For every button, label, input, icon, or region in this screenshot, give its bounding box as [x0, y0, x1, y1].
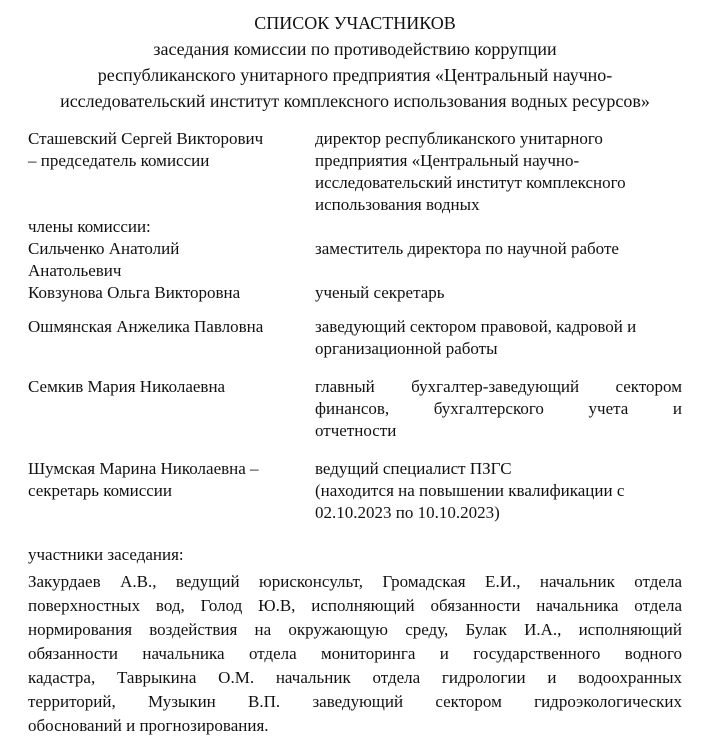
member-name: Ошмянская Анжелика Павловна: [28, 317, 264, 336]
member-name: Ковзунова Ольга Викторовна: [28, 283, 241, 302]
member-role: главный бухгалтер-заведующий сектором финансов, бухгалтерского учета и отчетности: [315, 377, 682, 440]
document-title: СПИСОК УЧАСТНИКОВ заседания комиссии по противодействию коррупции республиканского унитарного предприятия «Центральный научно- исследовательский институт комплексного использования водных ресурсов»: [60, 13, 650, 111]
participants-heading: участники заседания:: [28, 545, 184, 564]
member-role: заместитель директора по научной работе: [315, 239, 619, 258]
member-row: [28, 376, 682, 442]
member-row: [28, 316, 682, 360]
member-name: Семкив Мария Николаевна: [28, 377, 226, 396]
members-heading: члены комиссии:: [28, 217, 151, 236]
member-row: [28, 282, 682, 304]
member-role: ученый секретарь: [315, 283, 445, 302]
chairman-role: директор республиканского унитарного предприятия «Центральный научно- исследовательский институт комплексного использования водных: [315, 129, 626, 214]
member-row: [28, 238, 682, 282]
participants-paragraph: Закурдаев А.В., ведущий юрисконсульт, Громадская Е.И., начальник отдела поверхностных вод, Голод Ю.В, исполняющий обязанности начальника отдела нормирования воздействия на окружающую среду, Булак И.А., исполняющий обязанности начальника отдела мониторинга и государственного водного кадастра, Таврыкина О.М. начальник отдела гидрологии и водоохранных территорий, Музыкин В.П. заведующий сектором гидроэкологических обоснований и прогнозирования.: [28, 572, 682, 735]
chairman-row: [28, 128, 682, 216]
member-role: заведующий сектором правовой, кадровой и организационной работы: [315, 317, 637, 358]
member-name: Шумская Марина Николаевна – секретарь комиссии: [28, 459, 259, 500]
member-name: Сильченко Анатолий Анатольевич: [28, 239, 180, 280]
member-row: [28, 458, 682, 524]
member-role: ведущий специалист ПЗГС (находится на повышении квалификации с 02.10.2023 по 10.10.2023): [315, 459, 625, 522]
chairman-name: Сташевский Сергей Викторович – председатель комиссии: [28, 129, 264, 170]
